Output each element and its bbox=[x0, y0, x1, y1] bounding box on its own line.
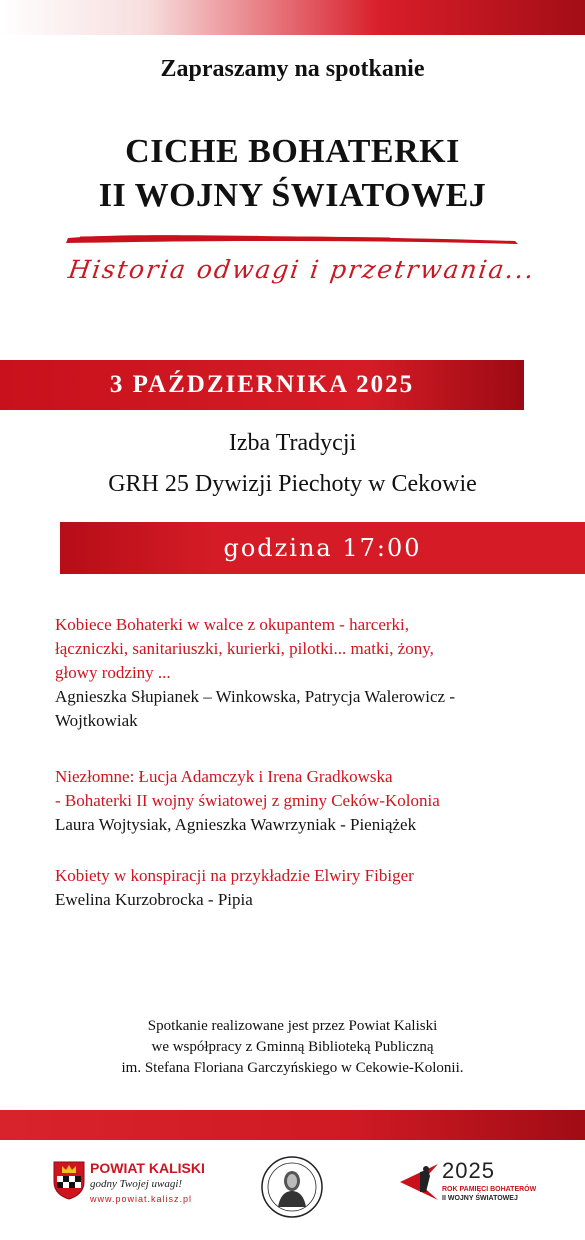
program-speaker-line: Agnieszka Słupianek – Winkowska, Patrycja Walerowicz - bbox=[55, 687, 456, 706]
powiat-kaliski-logo bbox=[52, 1158, 212, 1218]
program-speaker-line: Laura Wojtysiak, Agnieszka Wawrzyniak - Pieniążek bbox=[55, 815, 417, 834]
date-ribbon bbox=[0, 360, 524, 410]
powiat-slogan: godny Twojej uwagi! bbox=[90, 1178, 183, 1190]
organizer-note-line: we współpracy z Gminną Biblioteką Publiczną bbox=[151, 1039, 434, 1055]
organizer-note-line: Spotkanie realizowane jest przez Powiat Kaliski bbox=[147, 1018, 438, 1034]
library-seal-logo bbox=[260, 1155, 324, 1219]
program-topic-line: Kobiety w konspiracji na przykładzie Elwiry Fibiger bbox=[55, 866, 414, 885]
year-line-1: ROK PAMIĘCI BOHATERÓW bbox=[442, 1186, 537, 1193]
venue-name: Izba Tradycji bbox=[228, 430, 357, 456]
bottom-red-band bbox=[0, 1110, 585, 1140]
organizer-note-line: im. Stefana Floriana Garczyńskiego w Cekowie-Kolonii. bbox=[121, 1060, 464, 1076]
program-item-2 bbox=[55, 765, 555, 837]
year-line-2: II WOJNY ŚWIATOWEJ bbox=[442, 1195, 518, 1202]
event-date: 3 PAŹDZIERNIKA 2025 bbox=[109, 371, 415, 398]
remembrance-year-logo bbox=[398, 1158, 538, 1218]
program-topic-line: łączniczki, sanitariuszki, kurierki, pilotki... matki, żony, bbox=[55, 639, 434, 658]
powiat-name: POWIAT KALISKI bbox=[90, 1160, 205, 1176]
event-time: godzina 17:00 bbox=[223, 534, 422, 562]
organizer-note bbox=[0, 1016, 585, 1079]
program-topic-line: - Bohaterki II wojny światowej z gminy Ceków-Kolonia bbox=[55, 791, 440, 810]
invite-heading: Zapraszamy na spotkanie bbox=[160, 56, 425, 82]
time-ribbon bbox=[60, 522, 585, 574]
program-item-3 bbox=[55, 864, 555, 912]
venue-detail: GRH 25 Dywizji Piechoty w Cekowie bbox=[108, 471, 477, 497]
year-mark: 2025 bbox=[442, 1158, 495, 1183]
coat-of-arms-icon bbox=[52, 1160, 86, 1200]
soldier-silhouette-icon bbox=[398, 1162, 442, 1202]
red-brush-stroke bbox=[60, 228, 525, 250]
program-topic-line: Niezłomne: Łucja Adamczyk i Irena Gradkowska bbox=[55, 767, 393, 786]
portrait-seal-icon bbox=[260, 1155, 324, 1219]
program-speaker-line: Wojtkowiak bbox=[55, 711, 138, 730]
program-topic-line: głowy rodziny ... bbox=[55, 663, 171, 682]
program-speaker-line: Ewelina Kurzobrocka - Pipia bbox=[55, 890, 253, 909]
top-red-band bbox=[0, 0, 585, 35]
title-line-1: CICHE BOHATERKI bbox=[125, 133, 460, 170]
powiat-url: www.powiat.kalisz.pl bbox=[90, 1194, 193, 1204]
program-topic-line: Kobiece Bohaterki w walce z okupantem - harcerki, bbox=[55, 615, 410, 634]
title-line-2: II WOJNY ŚWIATOWEJ bbox=[98, 177, 487, 214]
subtitle-script: Historia odwagi i przetrwania... bbox=[66, 255, 538, 284]
program-item-1 bbox=[55, 613, 555, 733]
